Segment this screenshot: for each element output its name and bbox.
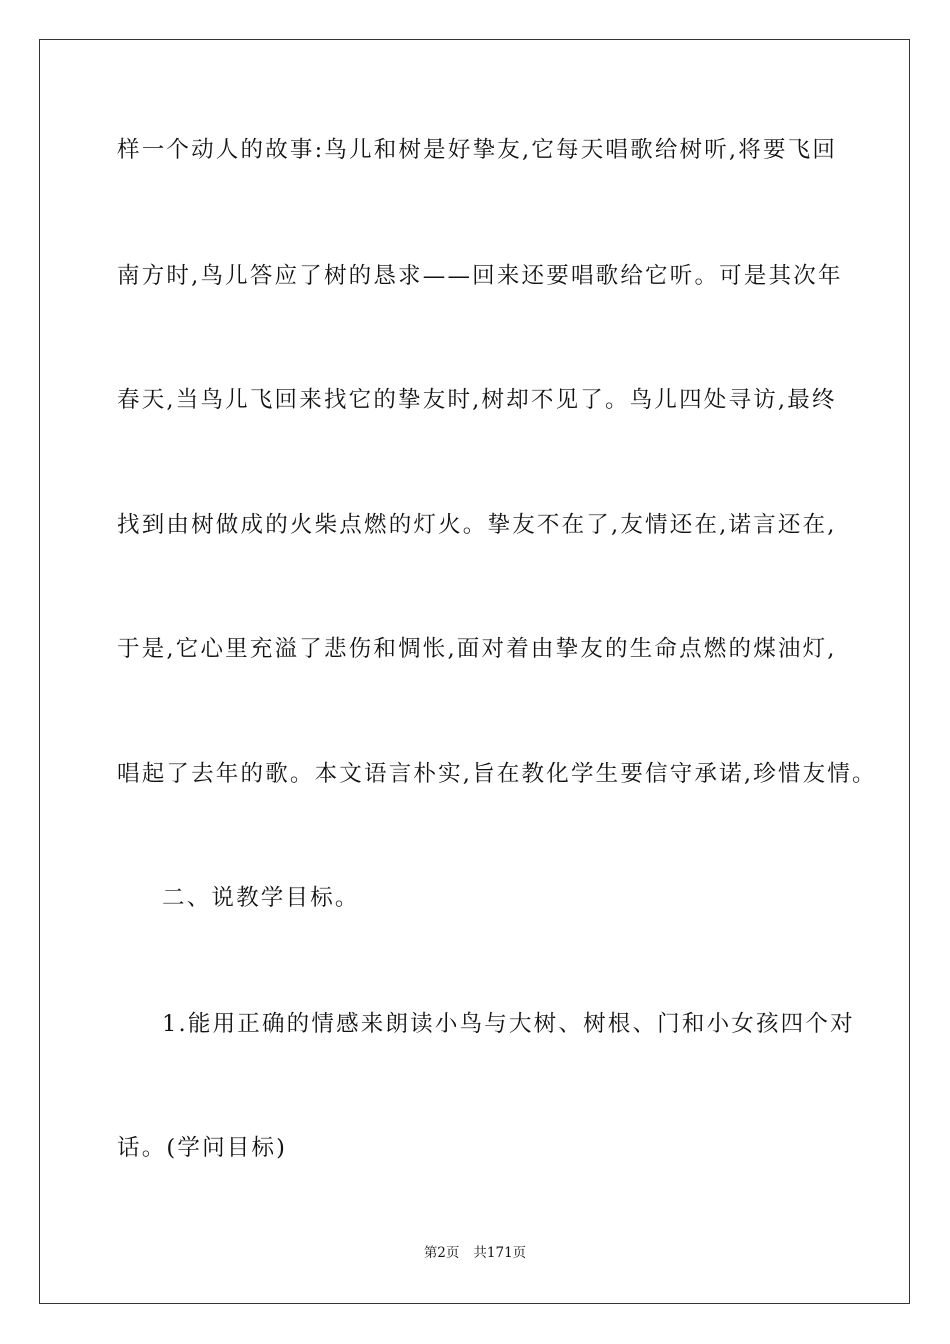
body-text-line-2: 南方时,鸟儿答应了树的恳求——回来还要唱歌给它听。可是其次年 bbox=[117, 263, 843, 289]
page-number-current: 第2页 bbox=[423, 1245, 460, 1261]
page-number-total: 共171页 bbox=[473, 1245, 527, 1261]
body-text-line-5: 于是,它心里充溢了悲伤和惆怅,面对着由挚友的生命点燃的煤油灯, bbox=[117, 636, 837, 662]
page-frame bbox=[39, 39, 910, 1304]
body-text-line-1: 样一个动人的故事:鸟儿和树是好挚友,它每天唱歌给树听,将要飞回 bbox=[117, 137, 838, 163]
goal-text-line-2: 话。(学问目标) bbox=[117, 1135, 288, 1161]
body-text-line-4: 找到由树做成的火柴点燃的灯火。挚友不在了,友情还在,诺言还在, bbox=[117, 512, 837, 538]
section-heading: 二、说教学目标。 bbox=[162, 885, 360, 911]
goal-text-line-1: 1.能用正确的情感来朗读小鸟与大树、树根、门和小女孩四个对 bbox=[162, 1011, 855, 1037]
body-text-line-6: 唱起了去年的歌。本文语言朴实,旨在教化学生要信守承诺,珍惜友情。 bbox=[117, 761, 877, 787]
body-text-line-3: 春天,当鸟儿飞回来找它的挚友时,树却不见了。鸟儿四处寻访,最终 bbox=[117, 387, 837, 413]
page-footer bbox=[0, 1244, 950, 1262]
